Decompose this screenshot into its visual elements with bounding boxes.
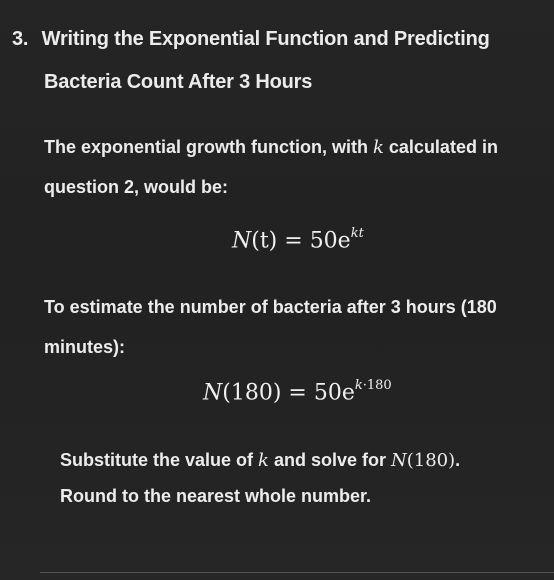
instruction-line2: Round to the nearest whole number. — [60, 486, 372, 506]
eq2-argument: (180) — [222, 380, 282, 406]
eq2-function-name: N — [203, 380, 223, 406]
eq2-coefficient: 50e — [313, 380, 355, 406]
section-title-line2: Bacteria Count After 3 Hours — [44, 71, 313, 93]
estimate-line1: To estimate the number of bacteria after 3 hours (180 — [44, 297, 497, 317]
intro-text-start: The exponential growth function, with — [44, 137, 373, 157]
intro-text-end: calculated in — [383, 137, 498, 157]
variable-k: k — [372, 137, 384, 158]
growth-function-equation — [232, 228, 364, 253]
divider-line — [40, 572, 554, 573]
eq1-coefficient: 50e — [309, 228, 351, 254]
section-number: 3. — [12, 28, 29, 50]
eq2-exponent-rest: ·180 — [362, 378, 392, 393]
intro-line1 — [44, 137, 498, 158]
eq1-exponent: kt — [350, 226, 364, 241]
eq2-equals: = — [281, 380, 314, 406]
eq1-function-name: N — [232, 228, 252, 254]
intro-line2: question 2, would be: — [44, 177, 228, 197]
section-heading — [12, 28, 490, 51]
prediction-equation — [203, 380, 392, 405]
eq2-exponent-k: k — [354, 378, 363, 393]
eq2-exponent — [355, 378, 392, 393]
instruction-text-start: Substitute the value of — [60, 450, 259, 470]
instruction-period: . — [455, 450, 461, 470]
instruction-line1 — [60, 450, 460, 471]
estimate-line2: minutes): — [44, 337, 125, 357]
eq1-equals: = — [277, 228, 310, 254]
instruction-N180: N(180) — [390, 450, 456, 471]
section-title-line1: Writing the Exponential Function and Predicting — [41, 28, 490, 50]
eq1-argument: (t) — [251, 228, 278, 254]
instruction-text-middle: and solve for — [268, 450, 391, 470]
instruction-variable-k: k — [258, 450, 269, 471]
